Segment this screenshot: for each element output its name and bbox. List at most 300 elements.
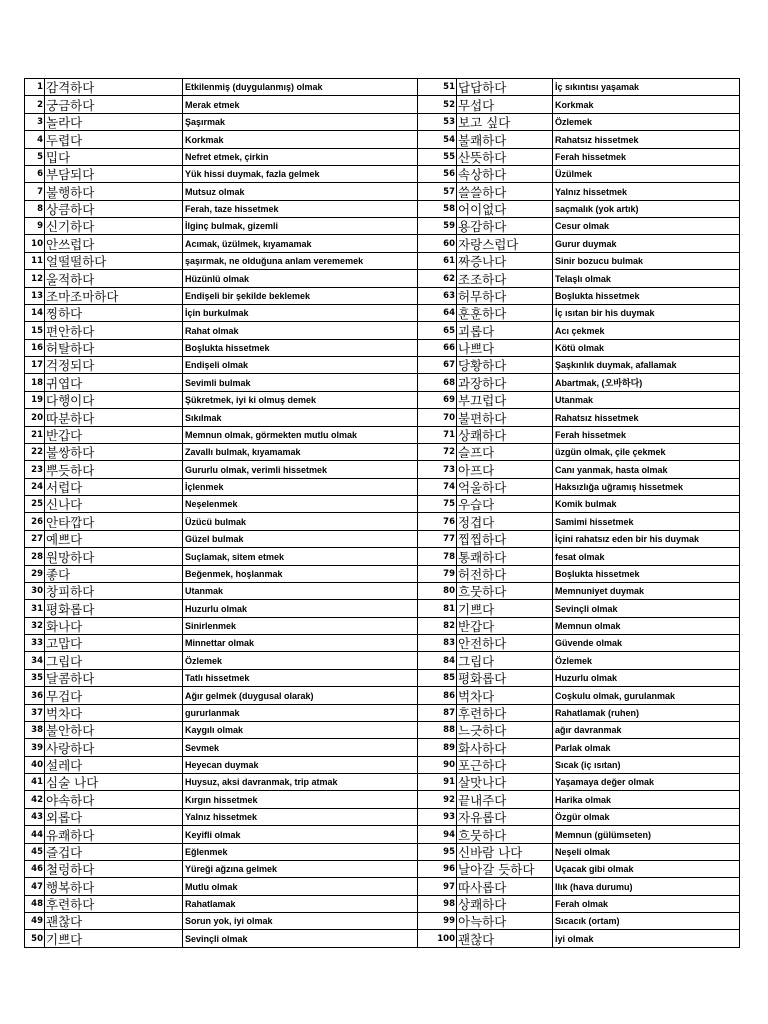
turkish-meaning-right: Haksızlığa uğramış hissetmek — [553, 478, 740, 495]
entry-number-right: 68 — [418, 374, 457, 391]
table-row — [25, 443, 740, 460]
turkish-meaning-left: Etkilenmiş (duygulanmış) olmak — [183, 79, 418, 96]
entry-number-left: 21 — [25, 426, 45, 443]
entry-number-right: 69 — [418, 391, 457, 408]
entry-number-right: 88 — [418, 721, 457, 738]
korean-word-right: 통쾌하다 — [457, 548, 553, 565]
entry-number-left: 7 — [25, 183, 45, 200]
table-row — [25, 635, 740, 652]
entry-number-right: 90 — [418, 756, 457, 773]
turkish-meaning-left: Şükretmek, iyi ki olmuş demek — [183, 391, 418, 408]
entry-number-right: 77 — [418, 530, 457, 547]
vocabulary-table-body — [25, 79, 740, 948]
korean-word-right: 보고 싶다 — [457, 113, 553, 130]
korean-word-left: 편안하다 — [45, 322, 183, 339]
turkish-meaning-right: Sinir bozucu bulmak — [553, 252, 740, 269]
entry-number-right: 61 — [418, 252, 457, 269]
korean-word-right: 반갑다 — [457, 617, 553, 634]
entry-number-right: 64 — [418, 304, 457, 321]
korean-word-left: 즐겁다 — [45, 843, 183, 860]
turkish-meaning-right: Şaşkınlık duymak, afallamak — [553, 357, 740, 374]
turkish-meaning-left: İçlenmek — [183, 478, 418, 495]
entry-number-right: 97 — [418, 878, 457, 895]
korean-word-right: 끝내주다 — [457, 791, 553, 808]
turkish-meaning-right: Memnun olmak — [553, 617, 740, 634]
entry-number-right: 71 — [418, 426, 457, 443]
turkish-meaning-left: Suçlamak, sitem etmek — [183, 548, 418, 565]
turkish-meaning-right: üzgün olmak, çile çekmek — [553, 443, 740, 460]
entry-number-left: 6 — [25, 165, 45, 182]
turkish-meaning-left: Korkmak — [183, 131, 418, 148]
korean-word-left: 놀라다 — [45, 113, 183, 130]
korean-word-left: 안쓰럽다 — [45, 235, 183, 252]
turkish-meaning-right: Sevinçli olmak — [553, 600, 740, 617]
table-row — [25, 165, 740, 182]
entry-number-right: 81 — [418, 600, 457, 617]
korean-word-left: 기쁘다 — [45, 930, 183, 947]
table-row — [25, 895, 740, 912]
turkish-meaning-left: Rahatlamak — [183, 895, 418, 912]
entry-number-right: 83 — [418, 635, 457, 652]
korean-word-right: 벅차다 — [457, 687, 553, 704]
turkish-meaning-right: Cesur olmak — [553, 218, 740, 235]
turkish-meaning-left: Acımak, üzülmek, kıyamamak — [183, 235, 418, 252]
turkish-meaning-left: Üzücü bulmak — [183, 513, 418, 530]
entry-number-right: 82 — [418, 617, 457, 634]
turkish-meaning-left: Keyifli olmak — [183, 826, 418, 843]
turkish-meaning-left: Endişeli olmak — [183, 357, 418, 374]
entry-number-right: 70 — [418, 409, 457, 426]
korean-word-left: 벅차다 — [45, 704, 183, 721]
korean-word-right: 따사롭다 — [457, 878, 553, 895]
turkish-meaning-left: Huzurlu olmak — [183, 600, 418, 617]
korean-word-left: 무겁다 — [45, 687, 183, 704]
turkish-meaning-left: Güzel bulmak — [183, 530, 418, 547]
turkish-meaning-left: Sinirlenmek — [183, 617, 418, 634]
turkish-meaning-right: Abartmak, (오바하다) — [553, 374, 740, 391]
entry-number-left: 48 — [25, 895, 45, 912]
korean-word-right: 괴롭다 — [457, 322, 553, 339]
turkish-meaning-right: Rahatsız hissetmek — [553, 131, 740, 148]
table-row — [25, 287, 740, 304]
korean-word-left: 두렵다 — [45, 131, 183, 148]
table-row — [25, 860, 740, 877]
korean-word-right: 당황하다 — [457, 357, 553, 374]
korean-word-right: 훈훈하다 — [457, 304, 553, 321]
table-row — [25, 113, 740, 130]
korean-word-right: 흐뭇하다 — [457, 582, 553, 599]
turkish-meaning-right: Boşlukta hissetmek — [553, 565, 740, 582]
table-row — [25, 96, 740, 113]
korean-word-left: 울적하다 — [45, 270, 183, 287]
table-row — [25, 721, 740, 738]
korean-word-right: 자랑스럽다 — [457, 235, 553, 252]
entry-number-left: 39 — [25, 739, 45, 756]
turkish-meaning-right: Memnuniyet duymak — [553, 582, 740, 599]
table-row — [25, 79, 740, 96]
korean-word-right: 포근하다 — [457, 756, 553, 773]
entry-number-left: 25 — [25, 496, 45, 513]
korean-word-right: 그립다 — [457, 652, 553, 669]
korean-word-left: 철렁하다 — [45, 860, 183, 877]
table-row — [25, 687, 740, 704]
entry-number-left: 20 — [25, 409, 45, 426]
turkish-meaning-right: Neşeli olmak — [553, 843, 740, 860]
table-row — [25, 739, 740, 756]
korean-word-left: 화나다 — [45, 617, 183, 634]
turkish-meaning-right: Canı yanmak, hasta olmak — [553, 461, 740, 478]
entry-number-right: 63 — [418, 287, 457, 304]
turkish-meaning-right: Rahatsız hissetmek — [553, 409, 740, 426]
entry-number-left: 1 — [25, 79, 45, 96]
turkish-meaning-left: Huysuz, aksi davranmak, trip atmak — [183, 774, 418, 791]
korean-word-left: 밉다 — [45, 148, 183, 165]
turkish-meaning-left: Kırgın hissetmek — [183, 791, 418, 808]
turkish-meaning-left: Yüreği ağzına gelmek — [183, 860, 418, 877]
entry-number-right: 100 — [418, 930, 457, 947]
entry-number-left: 45 — [25, 843, 45, 860]
turkish-meaning-left: Utanmak — [183, 582, 418, 599]
korean-word-right: 느긋하다 — [457, 721, 553, 738]
table-row — [25, 652, 740, 669]
entry-number-right: 62 — [418, 270, 457, 287]
table-row — [25, 808, 740, 825]
entry-number-right: 74 — [418, 478, 457, 495]
korean-word-left: 원망하다 — [45, 548, 183, 565]
entry-number-left: 32 — [25, 617, 45, 634]
entry-number-left: 31 — [25, 600, 45, 617]
korean-word-right: 상쾌하다 — [457, 895, 553, 912]
korean-word-right: 속상하다 — [457, 165, 553, 182]
entry-number-left: 35 — [25, 669, 45, 686]
entry-number-left: 43 — [25, 808, 45, 825]
turkish-meaning-left: Şaşırmak — [183, 113, 418, 130]
turkish-meaning-left: Mutlu olmak — [183, 878, 418, 895]
turkish-meaning-left: Minnettar olmak — [183, 635, 418, 652]
turkish-meaning-right: Ilık (hava durumu) — [553, 878, 740, 895]
korean-word-left: 궁금하다 — [45, 96, 183, 113]
entry-number-left: 8 — [25, 200, 45, 217]
korean-word-left: 평화롭다 — [45, 600, 183, 617]
entry-number-right: 51 — [418, 79, 457, 96]
entry-number-left: 49 — [25, 913, 45, 930]
korean-word-left: 얼떨떨하다 — [45, 252, 183, 269]
korean-word-right: 억울하다 — [457, 478, 553, 495]
korean-word-left: 고맙다 — [45, 635, 183, 652]
turkish-meaning-right: Özlemek — [553, 652, 740, 669]
entry-number-left: 13 — [25, 287, 45, 304]
korean-word-right: 무섭다 — [457, 96, 553, 113]
turkish-meaning-left: Yük hissi duymak, fazla gelmek — [183, 165, 418, 182]
entry-number-left: 29 — [25, 565, 45, 582]
korean-word-left: 신나다 — [45, 496, 183, 513]
korean-word-left: 예쁘다 — [45, 530, 183, 547]
turkish-meaning-left: Hüzünlü olmak — [183, 270, 418, 287]
table-row — [25, 617, 740, 634]
entry-number-left: 12 — [25, 270, 45, 287]
turkish-meaning-left: Neşelenmek — [183, 496, 418, 513]
turkish-meaning-left: Merak etmek — [183, 96, 418, 113]
korean-word-right: 허전하다 — [457, 565, 553, 582]
entry-number-right: 72 — [418, 443, 457, 460]
turkish-meaning-right: İçini rahatsız eden bir his duymak — [553, 530, 740, 547]
entry-number-right: 93 — [418, 808, 457, 825]
turkish-meaning-left: Sorun yok, iyi olmak — [183, 913, 418, 930]
korean-word-right: 조조하다 — [457, 270, 553, 287]
entry-number-left: 41 — [25, 774, 45, 791]
entry-number-left: 11 — [25, 252, 45, 269]
korean-word-left: 서럽다 — [45, 478, 183, 495]
table-row — [25, 322, 740, 339]
korean-word-right: 어이없다 — [457, 200, 553, 217]
korean-word-left: 불행하다 — [45, 183, 183, 200]
entry-number-right: 56 — [418, 165, 457, 182]
korean-word-right: 평화롭다 — [457, 669, 553, 686]
turkish-meaning-right: Memnun (gülümseten) — [553, 826, 740, 843]
turkish-meaning-left: Sevimli bulmak — [183, 374, 418, 391]
table-row — [25, 843, 740, 860]
korean-word-right: 기쁘다 — [457, 600, 553, 617]
turkish-meaning-right: Yaşamaya değer olmak — [553, 774, 740, 791]
korean-word-left: 감격하다 — [45, 79, 183, 96]
entry-number-right: 54 — [418, 131, 457, 148]
entry-number-right: 79 — [418, 565, 457, 582]
entry-number-left: 40 — [25, 756, 45, 773]
turkish-meaning-left: Rahat olmak — [183, 322, 418, 339]
korean-word-right: 부끄럽다 — [457, 391, 553, 408]
korean-word-left: 심술 나다 — [45, 774, 183, 791]
entry-number-right: 65 — [418, 322, 457, 339]
korean-word-left: 그립다 — [45, 652, 183, 669]
entry-number-right: 96 — [418, 860, 457, 877]
table-row — [25, 131, 740, 148]
vocabulary-table — [24, 78, 740, 948]
entry-number-left: 46 — [25, 860, 45, 877]
table-row — [25, 339, 740, 356]
turkish-meaning-right: Güvende olmak — [553, 635, 740, 652]
korean-word-right: 쓸쓸하다 — [457, 183, 553, 200]
table-row — [25, 496, 740, 513]
table-row — [25, 756, 740, 773]
korean-word-right: 흐뭇하다 — [457, 826, 553, 843]
entry-number-left: 44 — [25, 826, 45, 843]
turkish-meaning-right: Coşkulu olmak, gurulanmak — [553, 687, 740, 704]
korean-word-left: 유쾌하다 — [45, 826, 183, 843]
entry-number-left: 5 — [25, 148, 45, 165]
entry-number-right: 84 — [418, 652, 457, 669]
entry-number-right: 55 — [418, 148, 457, 165]
turkish-meaning-left: Heyecan duymak — [183, 756, 418, 773]
korean-word-left: 좋다 — [45, 565, 183, 582]
korean-word-right: 상쾌하다 — [457, 426, 553, 443]
korean-word-left: 따분하다 — [45, 409, 183, 426]
table-row — [25, 357, 740, 374]
table-row — [25, 513, 740, 530]
table-row — [25, 548, 740, 565]
korean-word-left: 야속하다 — [45, 791, 183, 808]
korean-word-left: 사랑하다 — [45, 739, 183, 756]
korean-word-left: 불안하다 — [45, 721, 183, 738]
turkish-meaning-left: Gururlu olmak, verimli hissetmek — [183, 461, 418, 478]
table-row — [25, 704, 740, 721]
turkish-meaning-right: ağır davranmak — [553, 721, 740, 738]
entry-number-left: 36 — [25, 687, 45, 704]
korean-word-right: 괜찮다 — [457, 930, 553, 947]
table-row — [25, 582, 740, 599]
table-row — [25, 669, 740, 686]
turkish-meaning-right: Üzülmek — [553, 165, 740, 182]
turkish-meaning-right: fesat olmak — [553, 548, 740, 565]
turkish-meaning-right: saçmalık (yok artık) — [553, 200, 740, 217]
entry-number-right: 57 — [418, 183, 457, 200]
entry-number-left: 4 — [25, 131, 45, 148]
table-row — [25, 426, 740, 443]
turkish-meaning-left: İçin burkulmak — [183, 304, 418, 321]
korean-word-left: 뿌듯하다 — [45, 461, 183, 478]
turkish-meaning-left: Sevmek — [183, 739, 418, 756]
entry-number-left: 15 — [25, 322, 45, 339]
turkish-meaning-right: Parlak olmak — [553, 739, 740, 756]
entry-number-right: 52 — [418, 96, 457, 113]
turkish-meaning-left: şaşırmak, ne olduğuna anlam verememek — [183, 252, 418, 269]
entry-number-right: 86 — [418, 687, 457, 704]
turkish-meaning-right: Rahatlamak (ruhen) — [553, 704, 740, 721]
entry-number-right: 60 — [418, 235, 457, 252]
entry-number-left: 18 — [25, 374, 45, 391]
entry-number-left: 33 — [25, 635, 45, 652]
korean-word-left: 찡하다 — [45, 304, 183, 321]
korean-word-left: 반갑다 — [45, 426, 183, 443]
turkish-meaning-right: Gurur duymak — [553, 235, 740, 252]
table-row — [25, 183, 740, 200]
turkish-meaning-right: Kötü olmak — [553, 339, 740, 356]
turkish-meaning-left: gururlanmak — [183, 704, 418, 721]
korean-word-right: 우습다 — [457, 496, 553, 513]
turkish-meaning-right: Uçacak gibi olmak — [553, 860, 740, 877]
turkish-meaning-left: Yalnız hissetmek — [183, 808, 418, 825]
korean-word-right: 과장하다 — [457, 374, 553, 391]
table-row — [25, 530, 740, 547]
turkish-meaning-left: Endişeli bir şekilde beklemek — [183, 287, 418, 304]
entry-number-left: 23 — [25, 461, 45, 478]
korean-word-right: 불편하다 — [457, 409, 553, 426]
turkish-meaning-right: Özgür olmak — [553, 808, 740, 825]
entry-number-right: 53 — [418, 113, 457, 130]
korean-word-left: 설레다 — [45, 756, 183, 773]
table-row — [25, 148, 740, 165]
table-row — [25, 930, 740, 947]
korean-word-right: 답답하다 — [457, 79, 553, 96]
turkish-meaning-left: Memnun olmak, görmekten mutlu olmak — [183, 426, 418, 443]
turkish-meaning-left: Özlemek — [183, 652, 418, 669]
entry-number-left: 50 — [25, 930, 45, 947]
entry-number-left: 10 — [25, 235, 45, 252]
turkish-meaning-right: Sıcak (iç ısıtan) — [553, 756, 740, 773]
korean-word-right: 산뜻하다 — [457, 148, 553, 165]
entry-number-right: 91 — [418, 774, 457, 791]
turkish-meaning-left: Beğenmek, hoşlanmak — [183, 565, 418, 582]
table-row — [25, 304, 740, 321]
turkish-meaning-left: Sevinçli olmak — [183, 930, 418, 947]
korean-word-right: 살맛나다 — [457, 774, 553, 791]
table-row — [25, 600, 740, 617]
korean-word-left: 부담되다 — [45, 165, 183, 182]
entry-number-right: 76 — [418, 513, 457, 530]
turkish-meaning-left: Ağır gelmek (duygusal olarak) — [183, 687, 418, 704]
korean-word-right: 용감하다 — [457, 218, 553, 235]
turkish-meaning-right: Huzurlu olmak — [553, 669, 740, 686]
entry-number-right: 59 — [418, 218, 457, 235]
entry-number-left: 26 — [25, 513, 45, 530]
korean-word-left: 외롭다 — [45, 808, 183, 825]
entry-number-left: 47 — [25, 878, 45, 895]
entry-number-left: 30 — [25, 582, 45, 599]
table-row — [25, 565, 740, 582]
entry-number-right: 85 — [418, 669, 457, 686]
korean-word-left: 달콤하다 — [45, 669, 183, 686]
korean-word-left: 안타깝다 — [45, 513, 183, 530]
entry-number-right: 80 — [418, 582, 457, 599]
table-row — [25, 461, 740, 478]
entry-number-left: 42 — [25, 791, 45, 808]
table-row — [25, 374, 740, 391]
turkish-meaning-left: Tatlı hissetmek — [183, 669, 418, 686]
turkish-meaning-right: Korkmak — [553, 96, 740, 113]
turkish-meaning-left: Kaygılı olmak — [183, 721, 418, 738]
korean-word-left: 창피하다 — [45, 582, 183, 599]
korean-word-right: 정겹다 — [457, 513, 553, 530]
korean-word-right: 슬프다 — [457, 443, 553, 460]
turkish-meaning-right: İç sıkıntısı yaşamak — [553, 79, 740, 96]
entry-number-left: 22 — [25, 443, 45, 460]
turkish-meaning-right: Yalnız hissetmek — [553, 183, 740, 200]
entry-number-right: 75 — [418, 496, 457, 513]
table-row — [25, 913, 740, 930]
turkish-meaning-left: Sıkılmak — [183, 409, 418, 426]
entry-number-right: 98 — [418, 895, 457, 912]
korean-word-left: 상큼하다 — [45, 200, 183, 217]
entry-number-left: 38 — [25, 721, 45, 738]
korean-word-right: 안전하다 — [457, 635, 553, 652]
entry-number-right: 78 — [418, 548, 457, 565]
turkish-meaning-left: Boşlukta hissetmek — [183, 339, 418, 356]
turkish-meaning-right: Samimi hissetmek — [553, 513, 740, 530]
table-row — [25, 774, 740, 791]
korean-word-right: 날아갈 듯하다 — [457, 860, 553, 877]
korean-word-left: 괜찮다 — [45, 913, 183, 930]
entry-number-left: 34 — [25, 652, 45, 669]
entry-number-left: 14 — [25, 304, 45, 321]
entry-number-left: 16 — [25, 339, 45, 356]
table-row — [25, 409, 740, 426]
korean-word-right: 후련하다 — [457, 704, 553, 721]
korean-word-right: 짜증나다 — [457, 252, 553, 269]
korean-word-left: 허탈하다 — [45, 339, 183, 356]
turkish-meaning-right: Utanmak — [553, 391, 740, 408]
turkish-meaning-right: iyi olmak — [553, 930, 740, 947]
turkish-meaning-right: Telaşlı olmak — [553, 270, 740, 287]
entry-number-left: 17 — [25, 357, 45, 374]
table-row — [25, 235, 740, 252]
entry-number-right: 58 — [418, 200, 457, 217]
turkish-meaning-left: Mutsuz olmak — [183, 183, 418, 200]
turkish-meaning-left: Zavallı bulmak, kıyamamak — [183, 443, 418, 460]
table-row — [25, 878, 740, 895]
turkish-meaning-right: Acı çekmek — [553, 322, 740, 339]
korean-word-left: 후련하다 — [45, 895, 183, 912]
entry-number-left: 19 — [25, 391, 45, 408]
turkish-meaning-right: Ferah olmak — [553, 895, 740, 912]
